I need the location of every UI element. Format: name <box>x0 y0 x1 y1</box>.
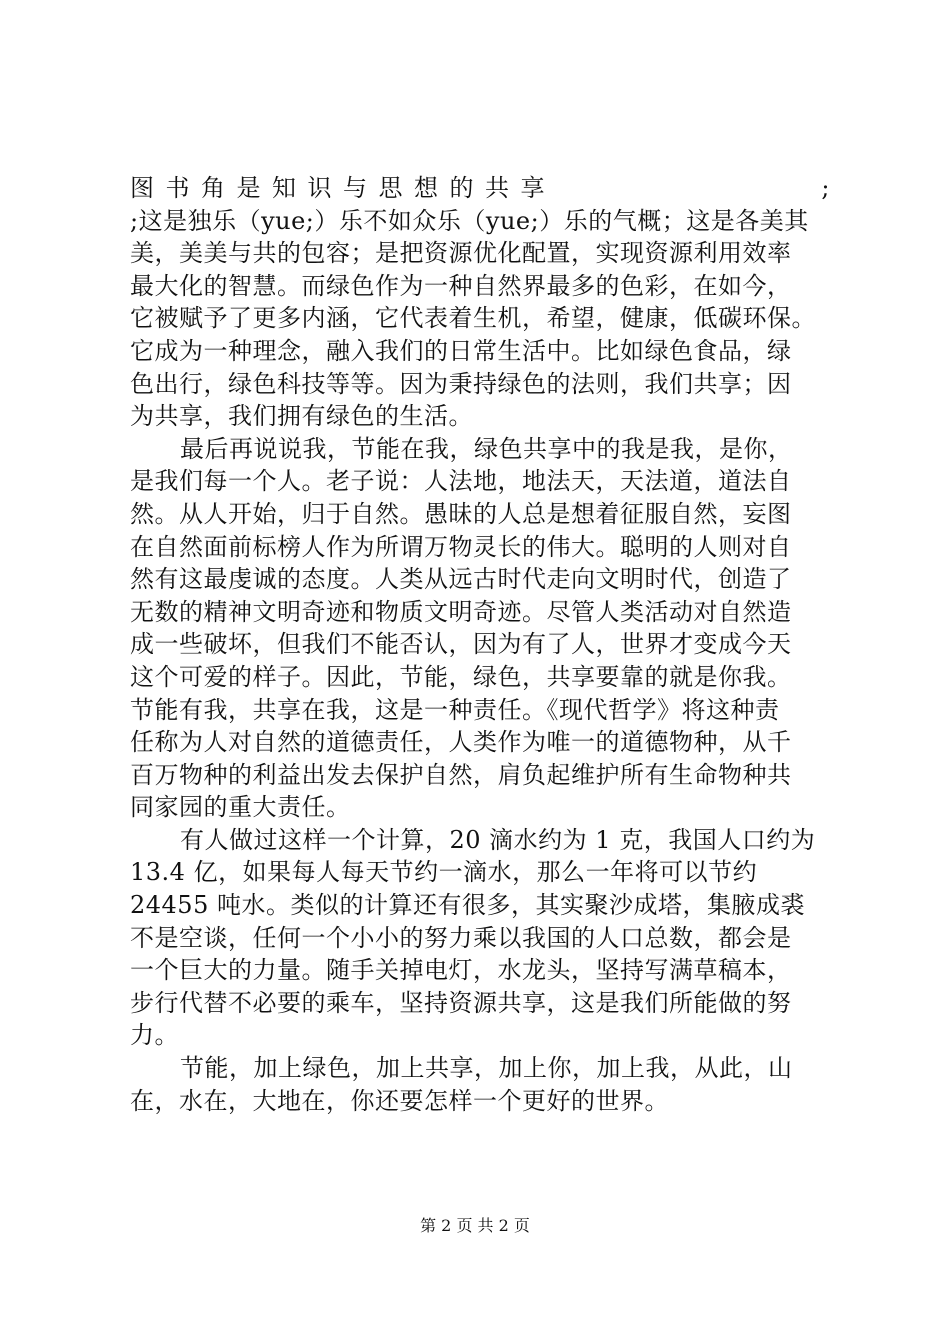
text-line: 是我们每一个人。老子说：人法地，地法天，天法道，道法自 <box>130 467 792 496</box>
text-line: 美，美美与共的包容；是把资源优化配置，实现资源利用效率 <box>130 239 792 268</box>
text-line: 在自然面前标榜人作为所谓万物灵长的伟大。聪明的人则对自 <box>130 532 792 561</box>
text-line: 这个可爱的样子。因此，节能，绿色，共享要靠的就是你我。 <box>130 662 792 691</box>
text-line: 力。 <box>130 1021 179 1050</box>
text-fragment: 图书角是知识与思想的共享 <box>130 174 556 202</box>
text-line: 一个巨大的力量。随手关掉电灯，水龙头，坚持写满草稿本， <box>130 956 792 985</box>
text-line: 无数的精神文明奇迹和物质文明奇迹。尽管人类活动对自然造 <box>130 597 792 626</box>
text-line: 它被赋予了更多内涵，它代表着生机，希望，健康，低碳环保。 <box>130 304 816 333</box>
paragraph-start-line: 节能，加上绿色，加上共享，加上你，加上我，从此，山 <box>180 1054 793 1083</box>
text-fragment: ; <box>821 174 830 202</box>
text-line: 然。从人开始，归于自然。愚昧的人总是想着征服自然，妄图 <box>130 499 792 528</box>
text-line: 步行代替不必要的乘车，坚持资源共享，这是我们所能做的努 <box>130 988 792 1017</box>
paragraph-start-line: 有人做过这样一个计算，20 滴水约为 1 克，我国人口约为 <box>180 825 816 854</box>
text-line <box>130 172 830 205</box>
text-line: 百万物种的利益出发去保护自然，肩负起维护所有生命物种共 <box>130 760 792 789</box>
text-line: 24455 吨水。类似的计算还有很多，其实聚沙成塔，集腋成裘 <box>130 891 805 920</box>
text-line: 色出行，绿色科技等等。因为秉持绿色的法则，我们共享；因 <box>130 369 792 398</box>
text-line: 最大化的智慧。而绿色作为一种自然界最多的色彩，在如今， <box>130 271 792 300</box>
text-line: 它成为一种理念，融入我们的日常生活中。比如绿色食品，绿 <box>130 336 792 365</box>
text-line: 13.4 亿，如果每人每天节约一滴水，那么一年将可以节约 <box>130 858 758 887</box>
text-line: 在，水在，大地在，你还要怎样一个更好的世界。 <box>130 1086 669 1115</box>
document-body <box>130 172 830 1117</box>
text-line: 然有这最虔诚的态度。人类从远古时代走向文明时代，创造了 <box>130 565 792 594</box>
text-line: 为共享，我们拥有绿色的生活。 <box>130 402 473 431</box>
page-number-footer: 第 2 页 共 2 页 <box>420 1216 530 1235</box>
text-line: 同家园的重大责任。 <box>130 793 351 822</box>
text-line: 不是空谈，任何一个小小的努力乘以我国的人口总数，都会是 <box>130 923 792 952</box>
text-line: 成一些破坏，但我们不能否认，因为有了人，世界才变成今天 <box>130 630 792 659</box>
text-line: 任称为人对自然的道德责任，人类作为唯一的道德物种，从千 <box>130 728 792 757</box>
text-line: ;这是独乐（yue;）乐不如众乐（yue;）乐的气概；这是各美其 <box>130 206 809 235</box>
paragraph-start-line: 最后再说说我，节能在我，绿色共享中的我是我，是你， <box>180 434 793 463</box>
text-line: 节能有我，共享在我，这是一种责任。《现代哲学》将这种责 <box>130 695 780 724</box>
